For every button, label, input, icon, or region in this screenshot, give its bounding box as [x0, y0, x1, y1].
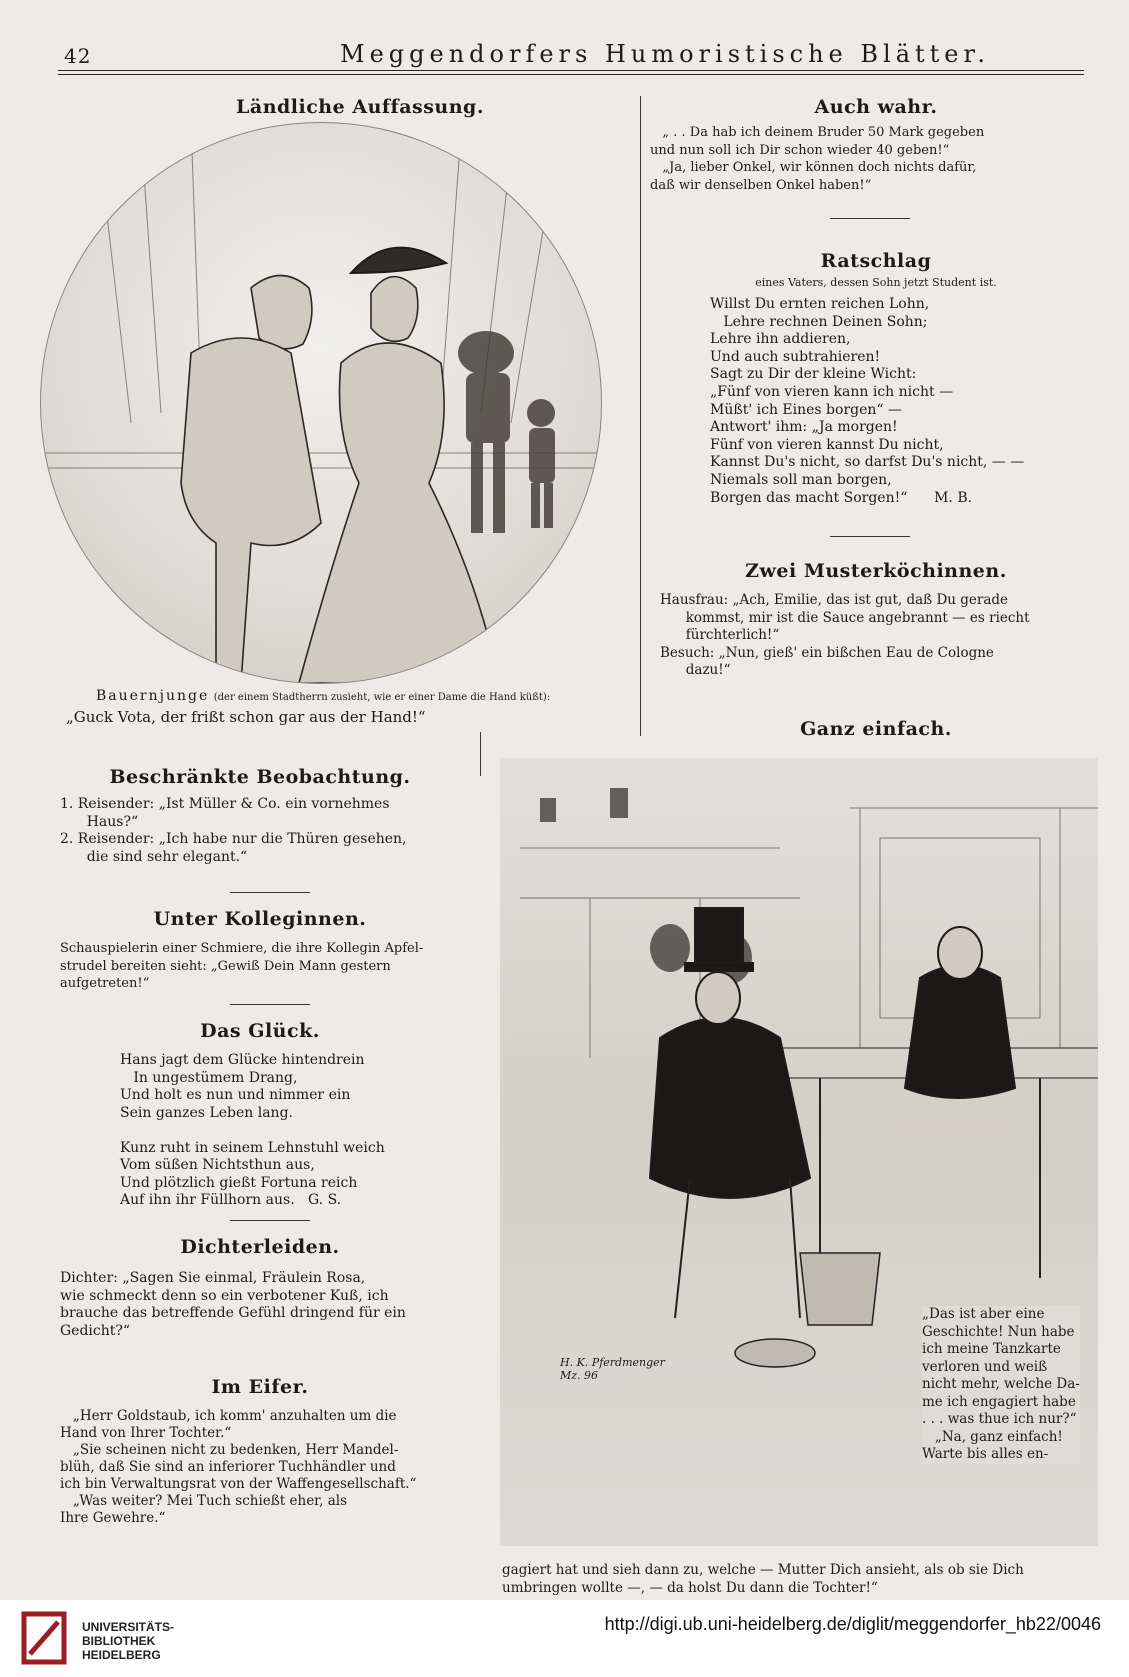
library-logo-icon — [18, 1610, 74, 1666]
ganzeinfach-title: Ganz einfach. — [800, 718, 952, 740]
header-rule — [58, 70, 1084, 71]
eifer-title: Im Eifer. — [211, 1376, 309, 1398]
beschraenkte-text: 1. Reisender: „Ist Müller & Co. ein vornehmes Haus?“ 2. Reisender: „Ich habe nur die Thüren gesehen, die sind sehr elegant.“ — [60, 796, 407, 865]
page-number: 42 — [64, 44, 92, 68]
separator — [830, 218, 910, 219]
separator — [230, 892, 310, 893]
ganzeinfach-bubble: „Das ist aber eine Geschichte! Nun habe ich meine Tanzkarte verloren und weiß nicht mehr, welche Da- me ich engagiert habe . . . was thue ich nur?“ „Na, ganz einfach! Warte bis alles en- — [922, 1306, 1080, 1462]
caption-note: (der einem Stadtherrn zusieht, wie er einer Dame die Hand küßt): — [213, 692, 551, 703]
glueck-title: Das Glück. — [200, 1020, 320, 1042]
dichterleiden-title: Dichterleiden. — [180, 1236, 340, 1258]
auchwahr-text: „ . . Da hab ich deinem Bruder 50 Mark gegeben und nun soll ich Dir schon wieder 40 geben!“ „Ja, lieber Onkel, wir können doch nichts dafür, daß wir denselben Onkel haben!“ — [650, 125, 985, 193]
column-rule-bottom — [480, 732, 481, 776]
library-name: UNIVERSITÄTS- BIBLIOTHEK HEIDELBERG — [82, 1620, 175, 1662]
beschraenkte-title: Beschränkte Beobachtung. — [109, 766, 411, 788]
separator — [830, 536, 910, 537]
running-title: Meggendorfers Humoristische Blätter. — [340, 40, 990, 68]
illustration-signature: H. K. Pferdmenger Mz. 96 — [560, 1356, 665, 1382]
separator — [230, 1004, 310, 1005]
source-url[interactable]: http://digi.ub.uni-heidelberg.de/diglit/meggendorfer_hb22/0046 — [604, 1614, 1101, 1634]
laendliche-title: Ländliche Auffassung. — [236, 96, 484, 118]
illustration-drawing — [41, 123, 601, 683]
dichterleiden-text: Dichter: „Sagen Sie einmal, Fräulein Rosa, wie schmeckt denn so ein verbotener Kuß, ich brauche das betreffende Gefühl dringend für ein Gedicht?“ — [60, 1270, 406, 1339]
caption-speaker: Bauernjunge — [96, 688, 210, 704]
column-rule-top — [640, 96, 641, 736]
musterkoechinnen-text: Hausfrau: „Ach, Emilie, das ist gut, daß Du gerade kommst, mir ist die Sauce angebrannt — es riecht fürchterlich!“ Besuch: „Nun, gieß' ein bißchen Eau de Cologne dazu!“ — [660, 592, 1030, 678]
musterkoechinnen-title: Zwei Musterköchinnen. — [745, 560, 1007, 582]
laendliche-caption — [96, 688, 550, 704]
ratschlag-subtitle: eines Vaters, dessen Sohn jetzt Student ist. — [755, 276, 997, 289]
caption-line: „Guck Vota, der frißt schon gar aus der Hand!“ — [66, 708, 426, 726]
kolleginnen-title: Unter Kolleginnen. — [153, 908, 367, 930]
header-rule-thin — [58, 74, 1084, 75]
ratschlag-title: Ratschlag — [820, 250, 932, 272]
ratschlag-text: Willst Du ernten reichen Lohn, Lehre rechnen Deinen Sohn; Lehre ihn addieren, Und auch subtrahieren! Sagt zu Dir der kleine Wicht: „Fünf von vieren kann ich nicht — Müßt' ich Eines borgen“ — Antwort' ihm: „Ja morgen! Fünf von vieren kannst Du nicht, Kannst Du's nicht, so darfst Du's nicht, — — Niemals soll man borgen, Borgen das macht Sorgen!“ M. B. — [710, 296, 1025, 506]
auchwahr-title: Auch wahr. — [814, 96, 938, 118]
ganzeinfach-bottom: gagiert hat und sieh dann zu, welche — Mutter Dich ansieht, als ob sie Dich umbringen wollte —, — da holst Du dann die Tochter!“ — [502, 1562, 1024, 1596]
laendliche-illustration — [40, 122, 602, 684]
glueck-text: Hans jagt dem Glücke hintendrein In ungestümem Drang, Und holt es nun und nimmer ein Sein ganzes Leben lang. Kunz ruht in seinem Lehnstuhl weich Vom süßen Nichtsthun aus, Und plötzlich gießt Fortuna reich Auf ihn ihr Füllhorn aus. G. S. — [120, 1052, 385, 1208]
kolleginnen-text: Schauspielerin einer Schmiere, die ihre Kollegin Apfel- strudel bereiten sieht: „Gewiß Dein Mann gestern aufgetreten!“ — [60, 941, 424, 991]
eifer-text: „Herr Goldstaub, ich komm' anzuhalten um die Hand von Ihrer Tochter.“ „Sie scheinen nicht zu bedenken, Herr Mandel- blüh, daß Sie sind an inferiorer Tuchhändler und ich bin Verwaltungsrat von der Waffengesellschaft.“ „Was weiter? Mei Tuch schießt eher, als Ihre Gewehre.“ — [60, 1408, 417, 1526]
separator — [230, 1220, 310, 1221]
